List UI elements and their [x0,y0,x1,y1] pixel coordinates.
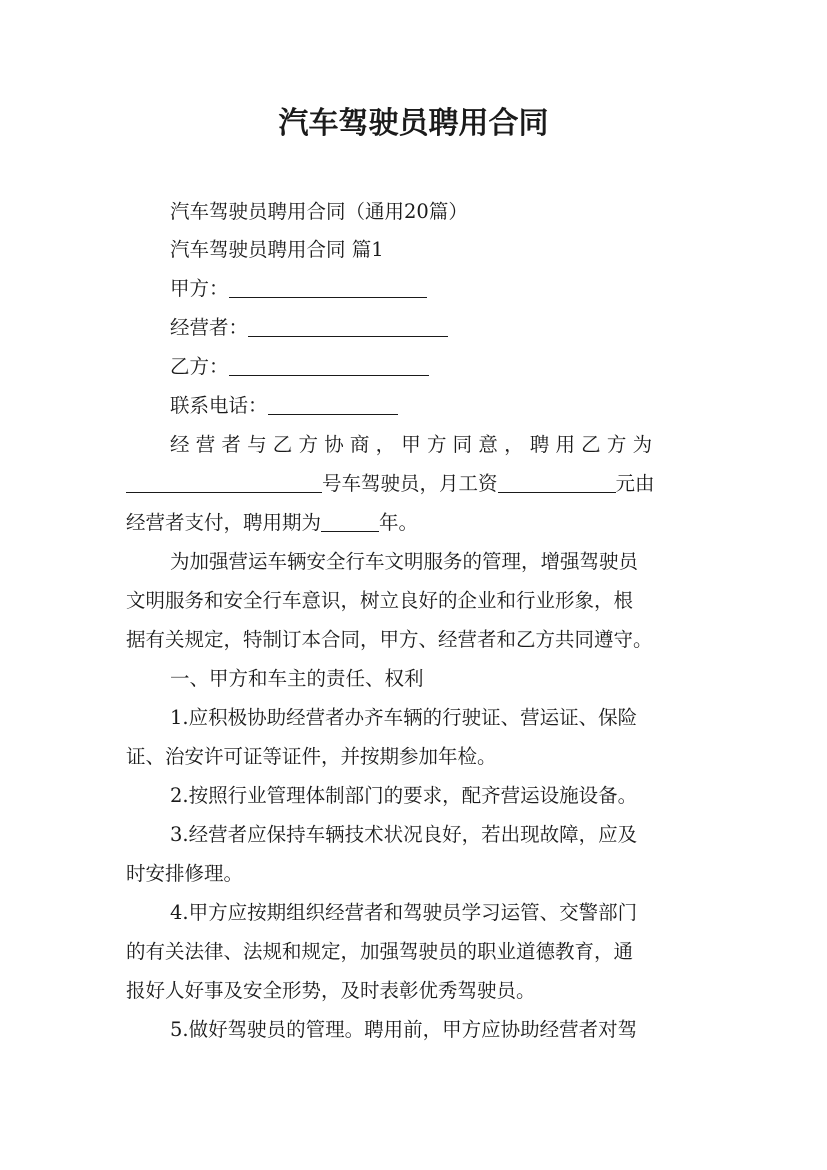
intro-line-3-text-b: 年。 [379,511,419,534]
item-4-line-3: 报好人好事及安全形势，及时表彰优秀驾驶员。 [126,979,536,1002]
item-5-line-1: 5.做好驾驶员的管理。聘用前，甲方应协助经营者对驾 [170,1018,638,1041]
section-heading: 汽车驾驶员聘用合同 篇1 [170,238,384,261]
document-subtitle: 汽车驾驶员聘用合同（通用20篇） [170,200,468,223]
item-4-line-1: 4.甲方应按期组织经营者和驾驶员学习运管、交警部门 [170,901,638,924]
party-a-blank [229,276,427,298]
intro-line-3 [126,504,706,542]
purpose-line-2: 文明服务和安全行车意识，树立良好的企业和行业形象，根 [126,589,634,612]
party-b-blank [229,354,429,376]
item-3-line-2: 时安排修理。 [126,862,244,885]
intro-line-1: 经 营 者 与 乙 方 协 商 ， 甲 方 同 意 ， 聘 用 乙 方 为 [170,433,653,456]
intro-line-2-text-a: 号车驾驶员，月工资 [322,472,498,495]
clause-heading: 一、甲方和车主的责任、权利 [170,667,424,690]
operator-blank [248,315,448,337]
document-title: 汽车驾驶员聘用合同 [278,106,549,141]
item-3-line-1: 3.经营者应保持车辆技术状况良好，若出现故障，应及 [170,823,638,846]
operator-label: 经营者： [170,316,249,339]
party-a-field [170,270,750,308]
salary-blank [498,471,616,493]
item-1-line-2: 证、治安许可证等证件，并按期参加年检。 [126,745,497,768]
car-number-blank [126,471,322,493]
item-1-line-1: 1.应积极协助经营者办齐车辆的行驶证、营运证、保险 [170,706,638,729]
item-4-line-2: 的有关法律、法规和规定，加强驾驶员的职业道德教育，通 [126,940,634,963]
party-b-label: 乙方： [170,355,229,378]
phone-label: 联系电话： [170,394,268,417]
phone-blank [268,393,398,415]
intro-line-2 [126,465,706,503]
purpose-line-3: 据有关规定，特制订本合同，甲方、经营者和乙方共同遵守。 [126,628,653,651]
intro-line-3-text-a: 经营者支付，聘用期为 [126,511,322,534]
phone-field [170,387,750,425]
term-blank [321,510,379,532]
item-2-line-1: 2.按照行业管理体制部门的要求，配齐营运设施设备。 [170,784,638,807]
operator-field [170,309,750,347]
party-b-field [170,348,750,386]
intro-line-2-text-b: 元由 [615,472,655,495]
party-a-label: 甲方： [170,277,229,300]
purpose-line-1: 为加强营运车辆安全行车文明服务的管理，增强驾驶员 [170,550,639,573]
